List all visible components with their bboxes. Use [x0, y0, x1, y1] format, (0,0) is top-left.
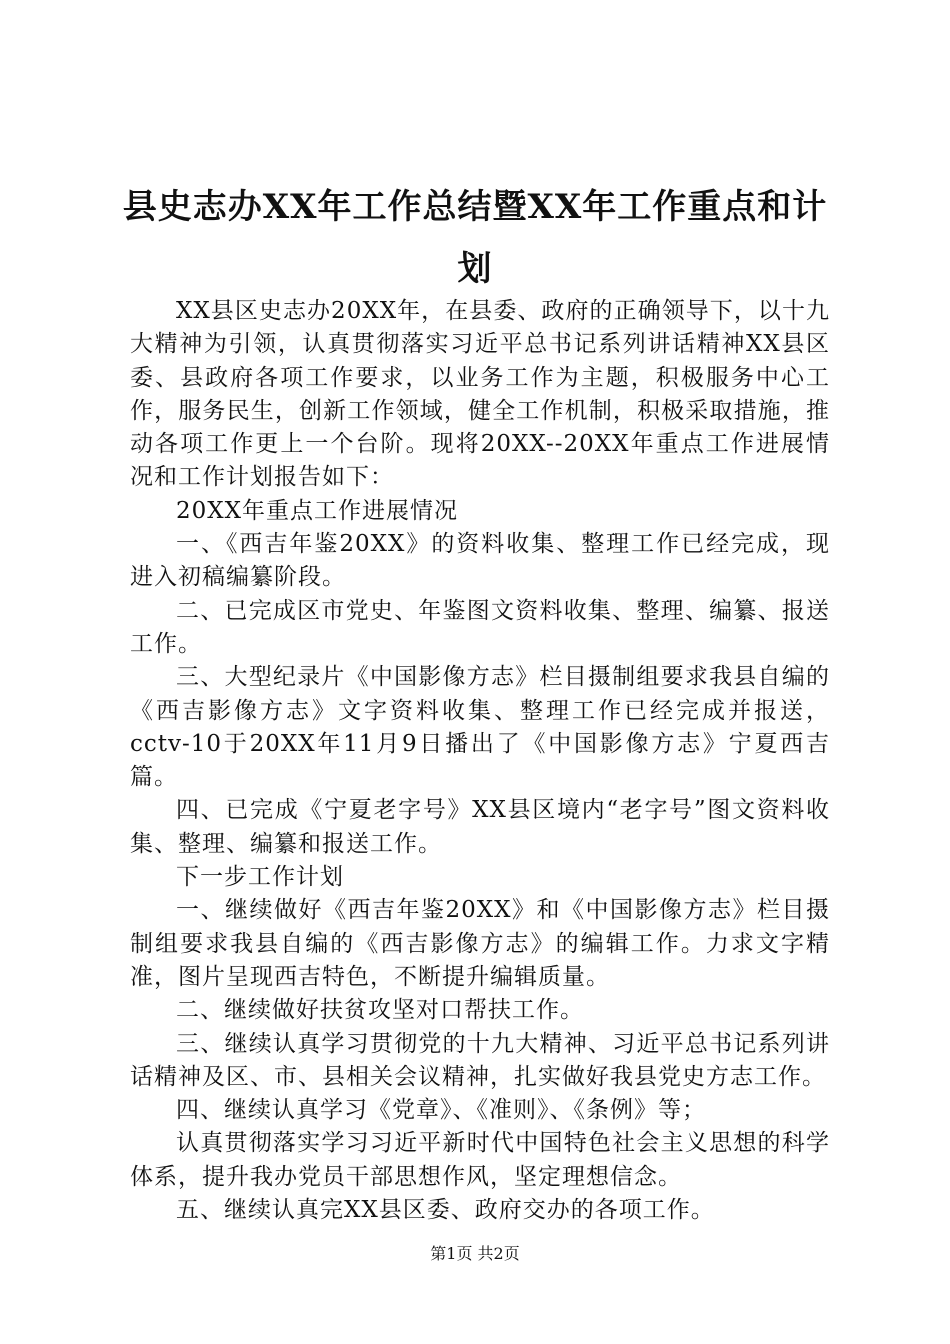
paragraph-progress-4: 四、已完成《宁夏老字号》XX县区境内“老字号”图文资料收集、整理、编纂和报送工作。: [130, 797, 830, 857]
paragraph-plan-3: 三、继续认真学习贯彻党的十九大精神、习近平总书记系列讲话精神及区、市、县相关会议精神，扎实做好我县党史方志工作。: [130, 1030, 830, 1090]
document-body: [130, 295, 830, 1227]
paragraph-plan-1: 一、继续做好《西吉年鉴20XX》和《中国影像方志》栏目摄制组要求我县自编的《西吉影像方志》的编辑工作。力求文字精准，图片呈现西吉特色，不断提升编辑质量。: [130, 897, 830, 990]
section-heading-plan: 下一步工作计划: [176, 864, 344, 891]
section-heading-progress: 20XX年重点工作进展情况: [176, 497, 459, 524]
paragraph-plan-2: 二、继续做好扶贫攻坚对口帮扶工作。: [176, 997, 584, 1024]
paragraph-plan-4-continued: 认真贯彻落实学习习近平新时代中国特色社会主义思想的科学体系，提升我办党员干部思想作风，坚定理想信念。: [130, 1130, 830, 1190]
paragraph-plan-5: 五、继续认真完XX县区委、政府交办的各项工作。: [176, 1197, 715, 1224]
paragraph-progress-2: 二、已完成区市党史、年鉴图文资料收集、整理、编纂、报送工作。: [130, 597, 830, 657]
paragraph-plan-4: 四、继续认真学习《党章》、《准则》、《条例》等；: [176, 1097, 706, 1124]
paragraph-intro: XX县区史志办20XX年，在县委、政府的正确领导下，以十九大精神为引领，认真贯彻落实习近平总书记系列讲话精神XX县区委、县政府各项工作要求，以业务工作为主题，积极服务中心工作，服务民生，创新工作领域，健全工作机制，积极采取措施，推动各项工作更上一个台阶。现将20XX--20XX年重点工作进展情况和工作计划报告如下：: [130, 298, 830, 491]
paragraph-progress-1: 一、《西吉年鉴20XX》的资料收集、整理工作已经完成，现进入初稿编纂阶段。: [130, 531, 830, 591]
page-footer: 第1页 共2页: [430, 1244, 520, 1263]
document-title: 县史志办XX年工作总结暨XX年工作重点和计划: [122, 187, 828, 289]
paragraph-progress-3: 三、大型纪录片《中国影像方志》栏目摄制组要求我县自编的《西吉影像方志》文字资料收集、整理工作已经完成并报送，cctv-10于20XX年11月9日播出了《中国影像方志》宁夏西吉篇。: [130, 664, 830, 791]
